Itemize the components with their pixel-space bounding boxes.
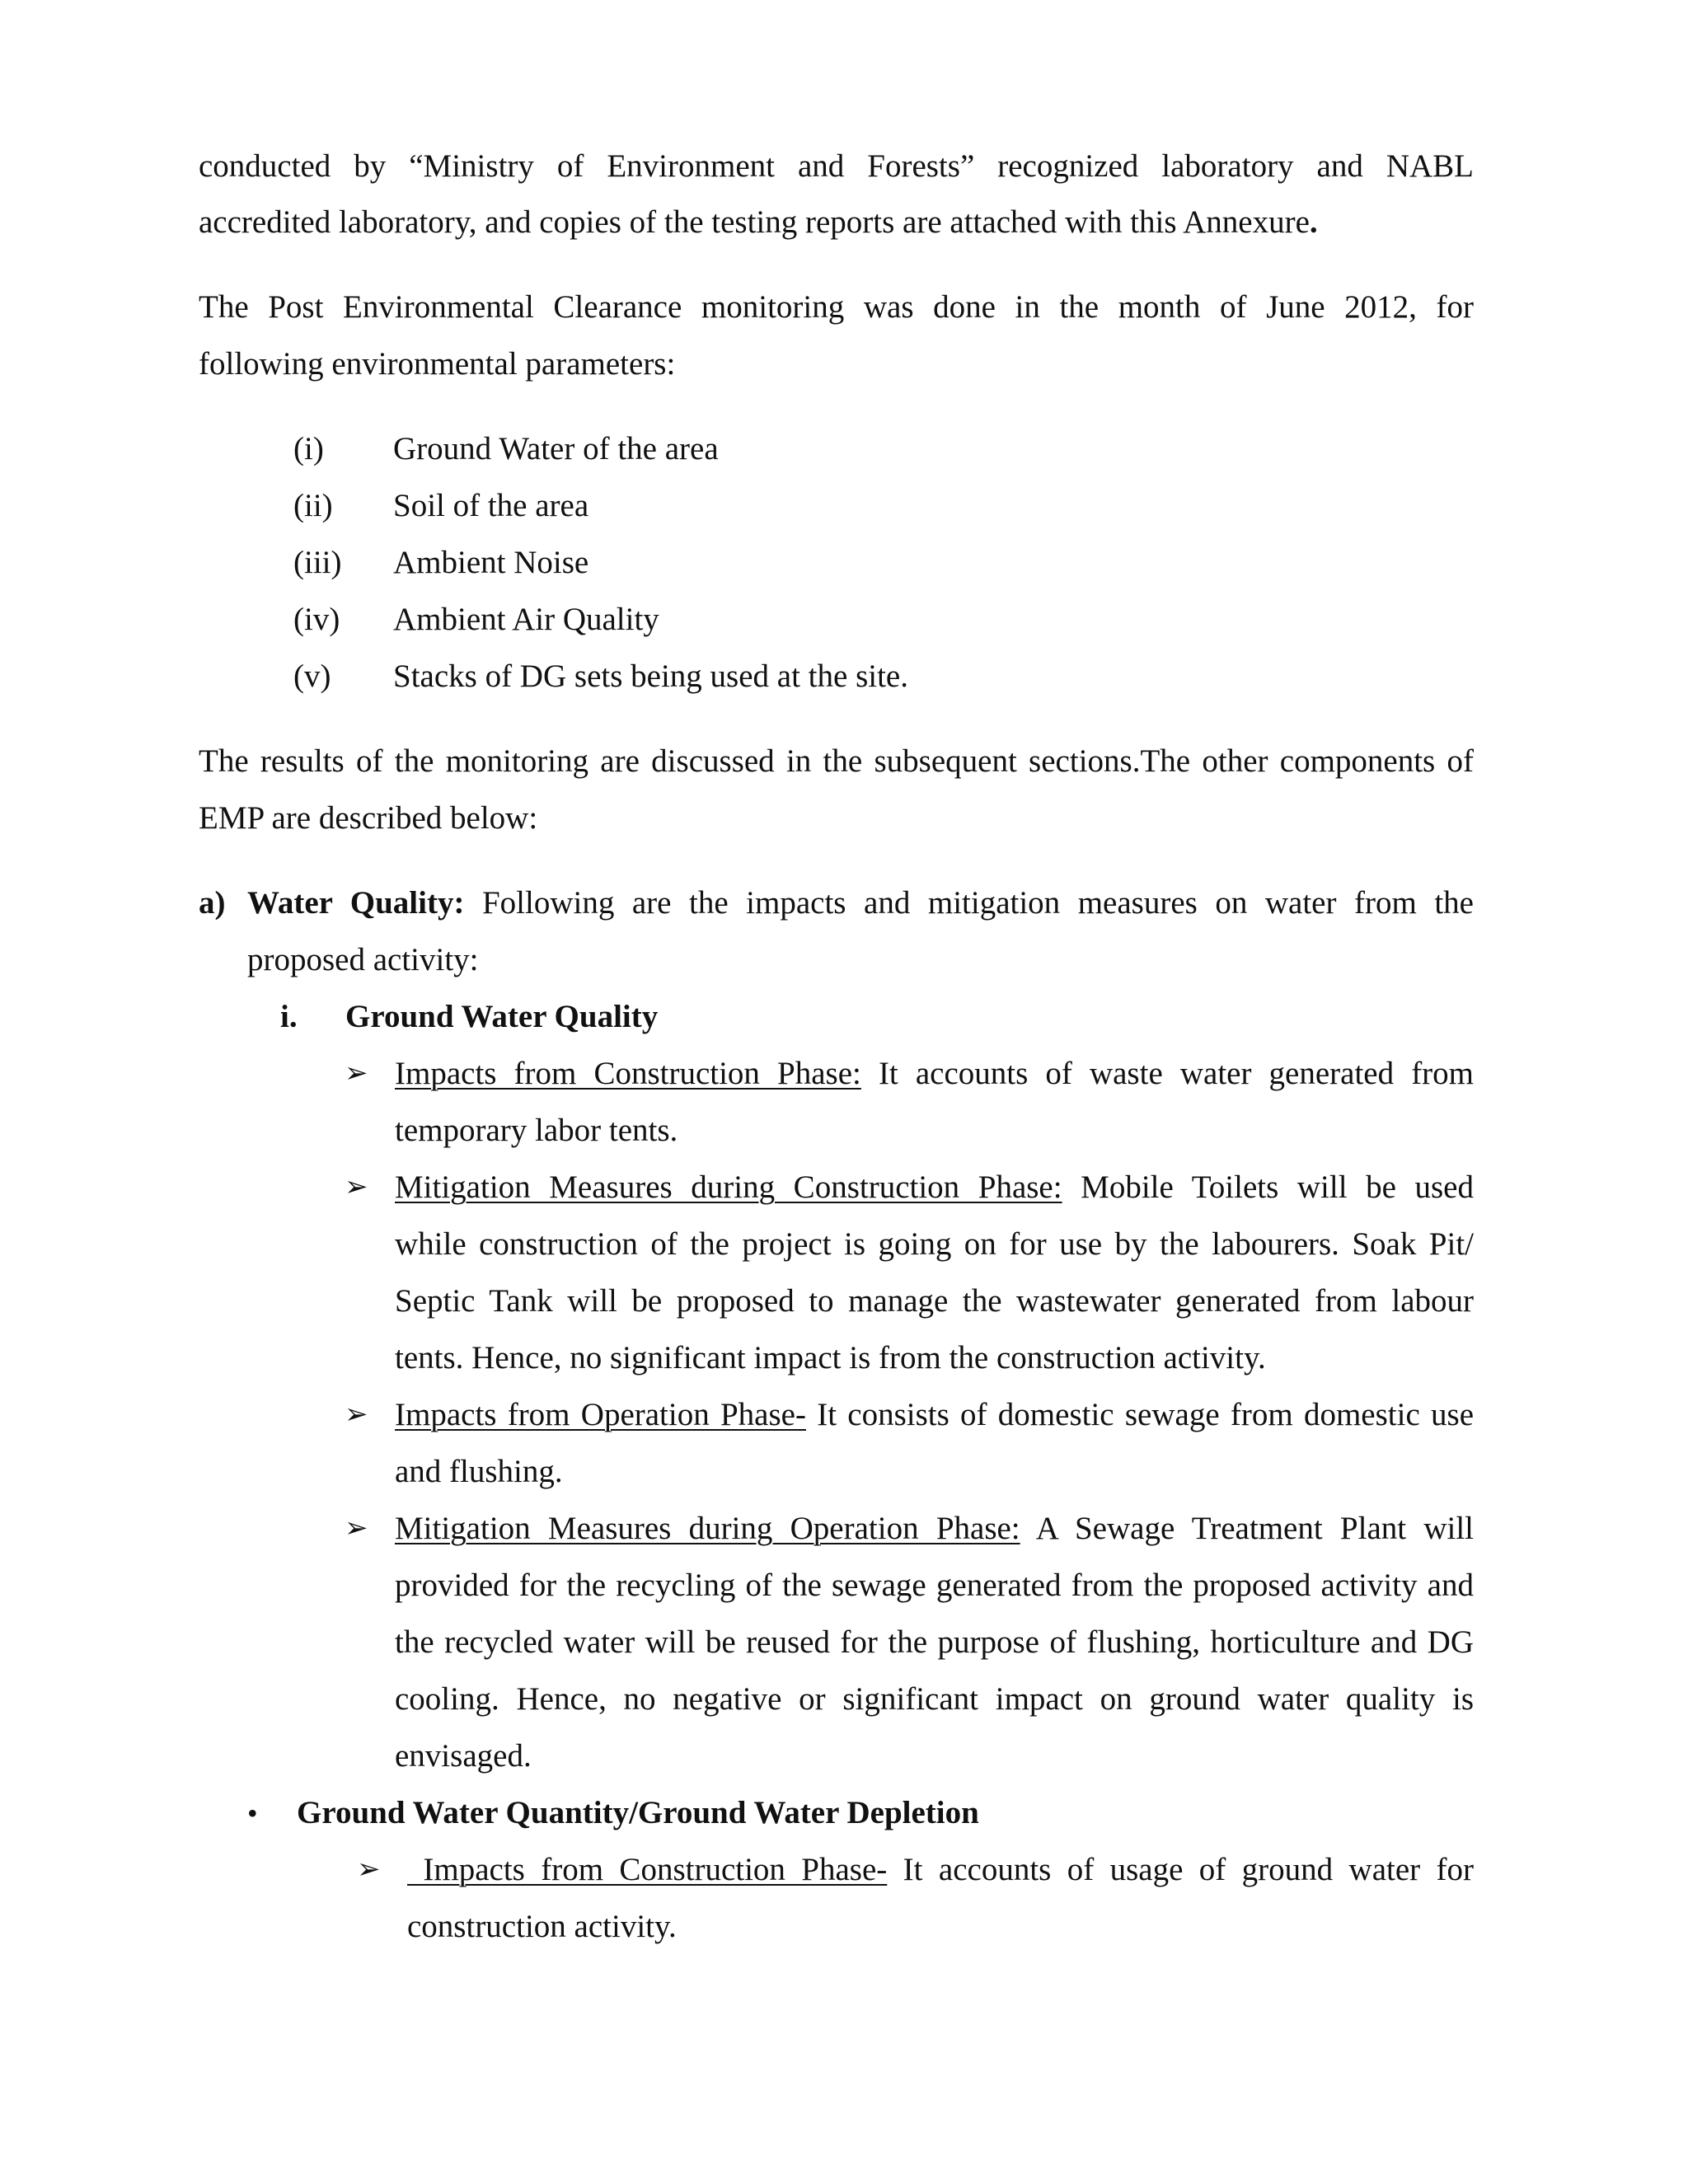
parameter-text: Ground Water of the area bbox=[393, 431, 719, 466]
impact-construction-line-1: Impacts from Construction Phase: It accounts of waste water generated from bbox=[395, 1056, 1475, 1091]
intro-line-2 bbox=[199, 194, 1474, 251]
mitigation-construction-line-2: while construction of the project is going on for use by the labourers. Soak Pit/ bbox=[395, 1226, 1474, 1262]
depletion-heading: Ground Water Quantity/Ground Water Depletion bbox=[297, 1795, 979, 1830]
results-line-2: EMP are described below: bbox=[199, 800, 538, 836]
parameter-text: Soil of the area bbox=[393, 488, 589, 523]
impact-operation-line-1: Impacts from Operation Phase- It consists of domestic sewage from domestic use bbox=[395, 1397, 1474, 1432]
impact-construction-title: Impacts from Construction Phase: bbox=[395, 1056, 861, 1091]
intro-line-2-period: . bbox=[1309, 204, 1318, 240]
mitigation-operation-line-5: envisaged. bbox=[395, 1738, 532, 1774]
water-quality-heading: Water Quality: bbox=[247, 885, 465, 921]
water-quality-line-1: Water Quality: Following are the impacts and mitigation measures on water from the bbox=[247, 885, 1474, 921]
intro-line-1: conducted by “Ministry of Environment and Forests” recognized laboratory and NABL bbox=[199, 148, 1474, 184]
mitigation-operation-line-1: Mitigation Measures during Operation Phase: A Sewage Treatment Plant will bbox=[395, 1511, 1474, 1546]
parameter-number: (v) bbox=[293, 658, 331, 694]
arrow-bullet-icon: ➢ bbox=[345, 1399, 368, 1430]
impact-construction-line-2: temporary labor tents. bbox=[395, 1113, 678, 1148]
parameter-number: (iii) bbox=[293, 545, 342, 580]
round-bullet-icon: • bbox=[247, 1797, 258, 1830]
mitigation-construction-line-1: Mitigation Measures during Construction Phase: Mobile Toilets will be used bbox=[395, 1169, 1474, 1205]
section-label-a: a) bbox=[199, 885, 226, 921]
mitigation-construction-title: Mitigation Measures during Construction Phase: bbox=[395, 1169, 1062, 1205]
mitigation-construction-line-3: Septic Tank will be proposed to manage the wastewater generated from labour bbox=[395, 1283, 1474, 1319]
monitoring-line-1: The Post Environmental Clearance monitoring was done in the month of June 2012, for bbox=[199, 289, 1474, 325]
parameter-text: Ambient Noise bbox=[393, 545, 589, 580]
impact-operation-line-2: and flushing. bbox=[395, 1454, 563, 1489]
mitigation-operation-title: Mitigation Measures during Operation Phase: bbox=[395, 1511, 1020, 1546]
mitigation-operation-line-2: provided for the recycling of the sewage generated from the proposed activity and bbox=[395, 1568, 1474, 1603]
parameter-text: Ambient Air Quality bbox=[393, 602, 659, 637]
parameter-number: (ii) bbox=[293, 488, 333, 523]
arrow-bullet-icon: ➢ bbox=[345, 1172, 368, 1202]
results-line-1: The results of the monitoring are discussed in the subsequent sections.The other components of bbox=[199, 743, 1474, 779]
mitigation-operation-line-4: cooling. Hence, no negative or significant impact on ground water quality is bbox=[395, 1681, 1474, 1717]
arrow-bullet-icon: ➢ bbox=[345, 1513, 368, 1544]
mitigation-operation-line-3: the recycled water will be reused for the purpose of flushing, horticulture and DG bbox=[395, 1624, 1474, 1660]
depletion-impact-title: Impacts from Construction Phase- bbox=[407, 1852, 888, 1887]
intro-line-2-text: accredited laboratory, and copies of the testing reports are attached with this Annexure bbox=[199, 204, 1310, 240]
subsection-label-i: i. bbox=[280, 999, 298, 1034]
parameter-text: Stacks of DG sets being used at the site. bbox=[393, 658, 908, 694]
parameter-number: (i) bbox=[293, 431, 324, 466]
monitoring-line-2: following environmental parameters: bbox=[199, 346, 676, 382]
depletion-impact-line-1: Impacts from Construction Phase- It accounts of usage of ground water for bbox=[407, 1852, 1475, 1887]
arrow-bullet-icon: ➢ bbox=[357, 1854, 381, 1885]
impact-operation-title: Impacts from Operation Phase- bbox=[395, 1397, 806, 1432]
parameter-number: (iv) bbox=[293, 602, 340, 637]
arrow-bullet-icon: ➢ bbox=[345, 1058, 368, 1089]
ground-water-quality-heading: Ground Water Quality bbox=[345, 999, 659, 1034]
mitigation-construction-line-4: tents. Hence, no significant impact is from the construction activity. bbox=[395, 1340, 1266, 1376]
depletion-impact-line-2: construction activity. bbox=[407, 1909, 677, 1944]
water-quality-line-2: proposed activity: bbox=[247, 942, 479, 977]
